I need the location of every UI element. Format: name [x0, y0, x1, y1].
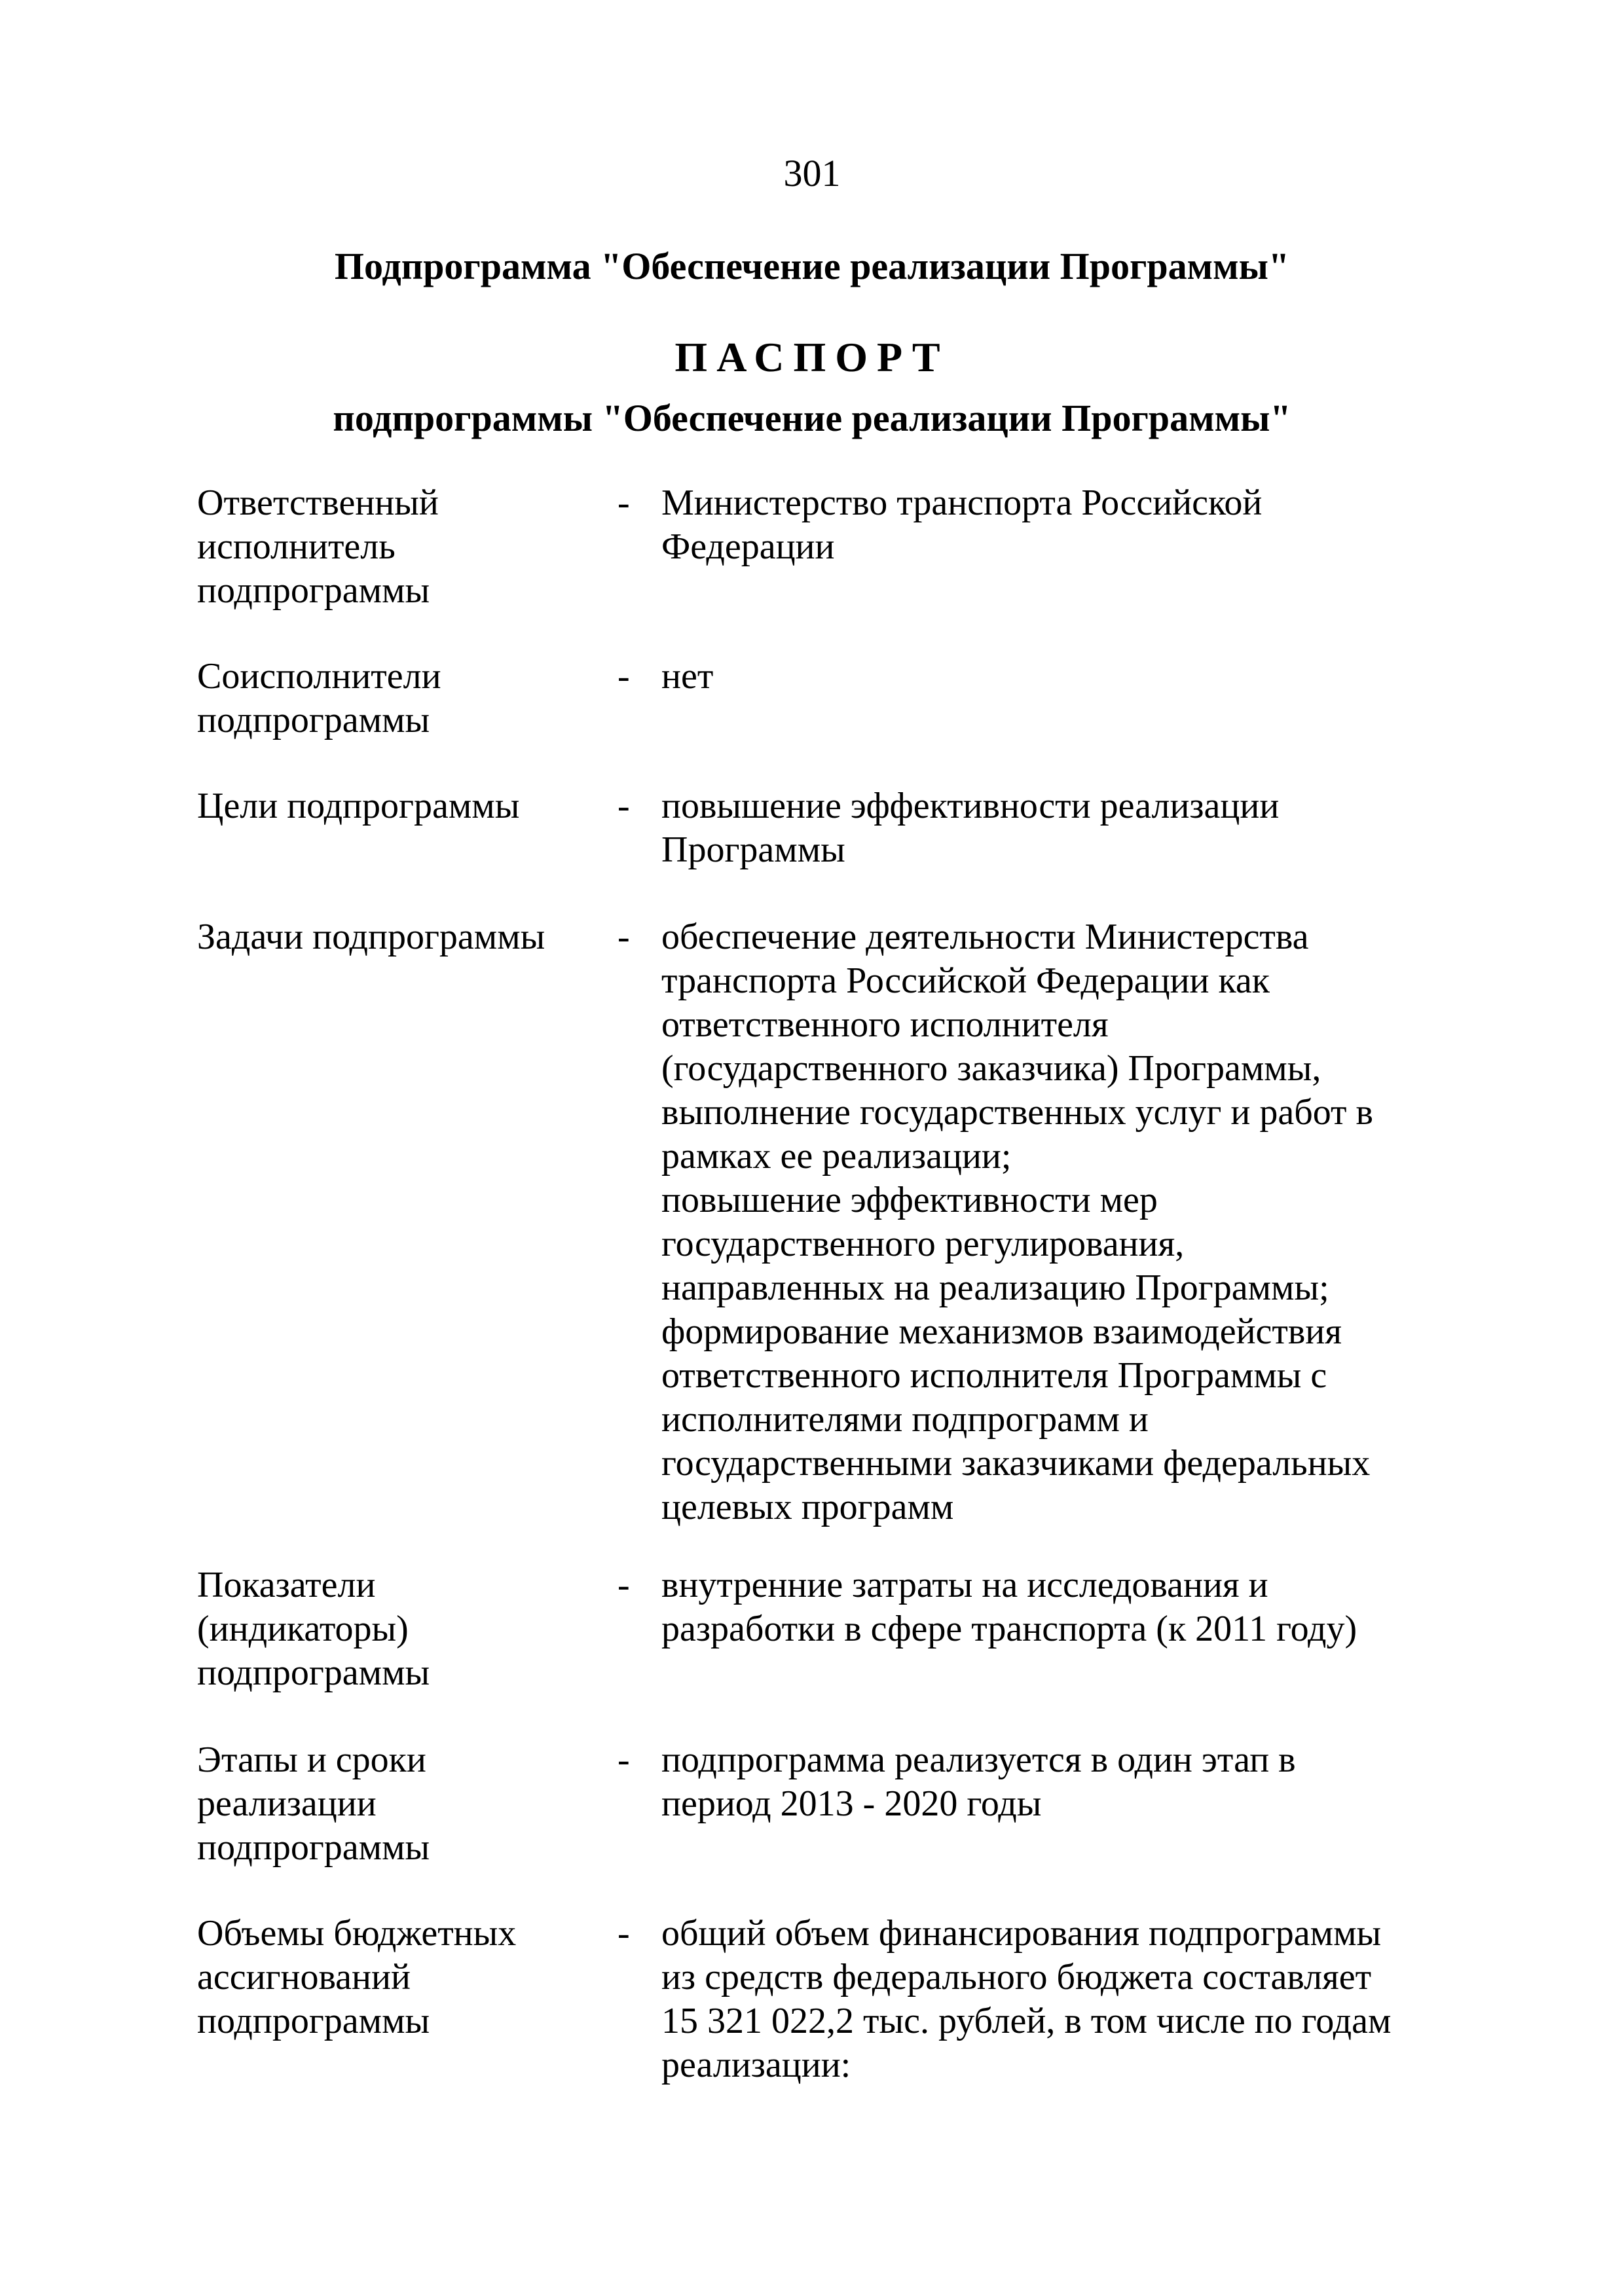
value-line: разработки в сфере транспорта (к 2011 году) [661, 1609, 1357, 1649]
row-label [197, 655, 590, 742]
value-line: обеспечение деятельности Министерства [661, 917, 1309, 957]
label-line: Ответственный [197, 483, 439, 523]
row-value [661, 915, 1480, 1529]
row-label [197, 481, 590, 613]
row-dash: - [618, 1913, 630, 1954]
row-dash: - [618, 483, 630, 523]
value-line: направленных на реализацию Программы; [661, 1267, 1329, 1308]
label-line: Соисполнители [197, 656, 441, 697]
value-line: реализации: [661, 2045, 851, 2085]
row-value [661, 1912, 1480, 2087]
label-line: подпрограммы [197, 700, 430, 740]
value-line: внутренние затраты на исследования и [661, 1565, 1268, 1605]
value-line: общий объем финансирования подпрограммы [661, 1913, 1382, 1954]
value-line: транспорта Российской Федерации как [661, 960, 1270, 1001]
passport-subtitle: подпрограммы "Обеспечение реализации Программы" [333, 397, 1291, 439]
label-line: исполнитель [197, 526, 396, 567]
value-line: государственного регулирования, [661, 1224, 1185, 1264]
value-line: нет [661, 656, 714, 697]
row-label [197, 1563, 590, 1695]
value-line: повышение эффективности реализации [661, 786, 1280, 826]
page-number: 301 [783, 152, 841, 194]
value-line: рамках ее реализации; [661, 1136, 1012, 1176]
label-line: подпрограммы [197, 1652, 430, 1693]
value-line: (государственного заказчика) Программы, [661, 1048, 1321, 1089]
row-value [661, 1738, 1480, 1826]
value-line: период 2013 - 2020 годы [661, 1783, 1042, 1824]
row-dash: - [618, 1740, 630, 1780]
label-line: Задачи подпрограммы [197, 917, 545, 957]
value-line: целевых программ [661, 1487, 954, 1527]
row-value [661, 481, 1480, 569]
label-line: подпрограммы [197, 1827, 430, 1868]
row-value [661, 784, 1480, 872]
value-line: выполнение государственных услуг и работ в [661, 1092, 1373, 1133]
row-dash: - [618, 1565, 630, 1605]
value-line: исполнителями подпрограмм и [661, 1399, 1149, 1440]
row-label [197, 784, 590, 828]
label-line: реализации [197, 1783, 377, 1824]
label-line: ассигнований [197, 1957, 411, 1997]
row-label [197, 1738, 590, 1870]
row-label [197, 915, 590, 959]
label-line: Показатели [197, 1565, 376, 1605]
label-line: подпрограммы [197, 570, 430, 611]
value-line: ответственного исполнителя Программы с [661, 1355, 1327, 1396]
label-line: Этапы и сроки [197, 1740, 426, 1780]
value-line: Программы [661, 829, 845, 870]
value-line: повышение эффективности мер [661, 1180, 1158, 1220]
row-dash: - [618, 656, 630, 697]
value-line: подпрограмма реализуется в один этап в [661, 1740, 1296, 1780]
value-line: формирование механизмов взаимодействия [661, 1311, 1342, 1352]
row-dash: - [618, 786, 630, 826]
row-dash: - [618, 917, 630, 957]
row-value [661, 655, 1480, 699]
value-line: Федерации [661, 526, 835, 567]
value-line: государственными заказчиками федеральных [661, 1443, 1371, 1484]
row-label [197, 1912, 590, 2043]
label-line: Объемы бюджетных [197, 1913, 517, 1954]
value-line: 15 321 022,2 тыс. рублей, в том числе по годам [661, 2001, 1392, 2041]
label-line: (индикаторы) [197, 1609, 409, 1649]
label-line: Цели подпрограммы [197, 786, 520, 826]
label-line: подпрограммы [197, 2001, 430, 2041]
value-line: Министерство транспорта Российской [661, 483, 1263, 523]
passport-heading: ПАСПОРТ [674, 334, 950, 380]
value-line: ответственного исполнителя [661, 1004, 1109, 1045]
row-value [661, 1563, 1480, 1651]
value-line: из средств федерального бюджета составляет [661, 1957, 1372, 1997]
subprogram-title: Подпрограмма "Обеспечение реализации Программы" [334, 245, 1290, 287]
